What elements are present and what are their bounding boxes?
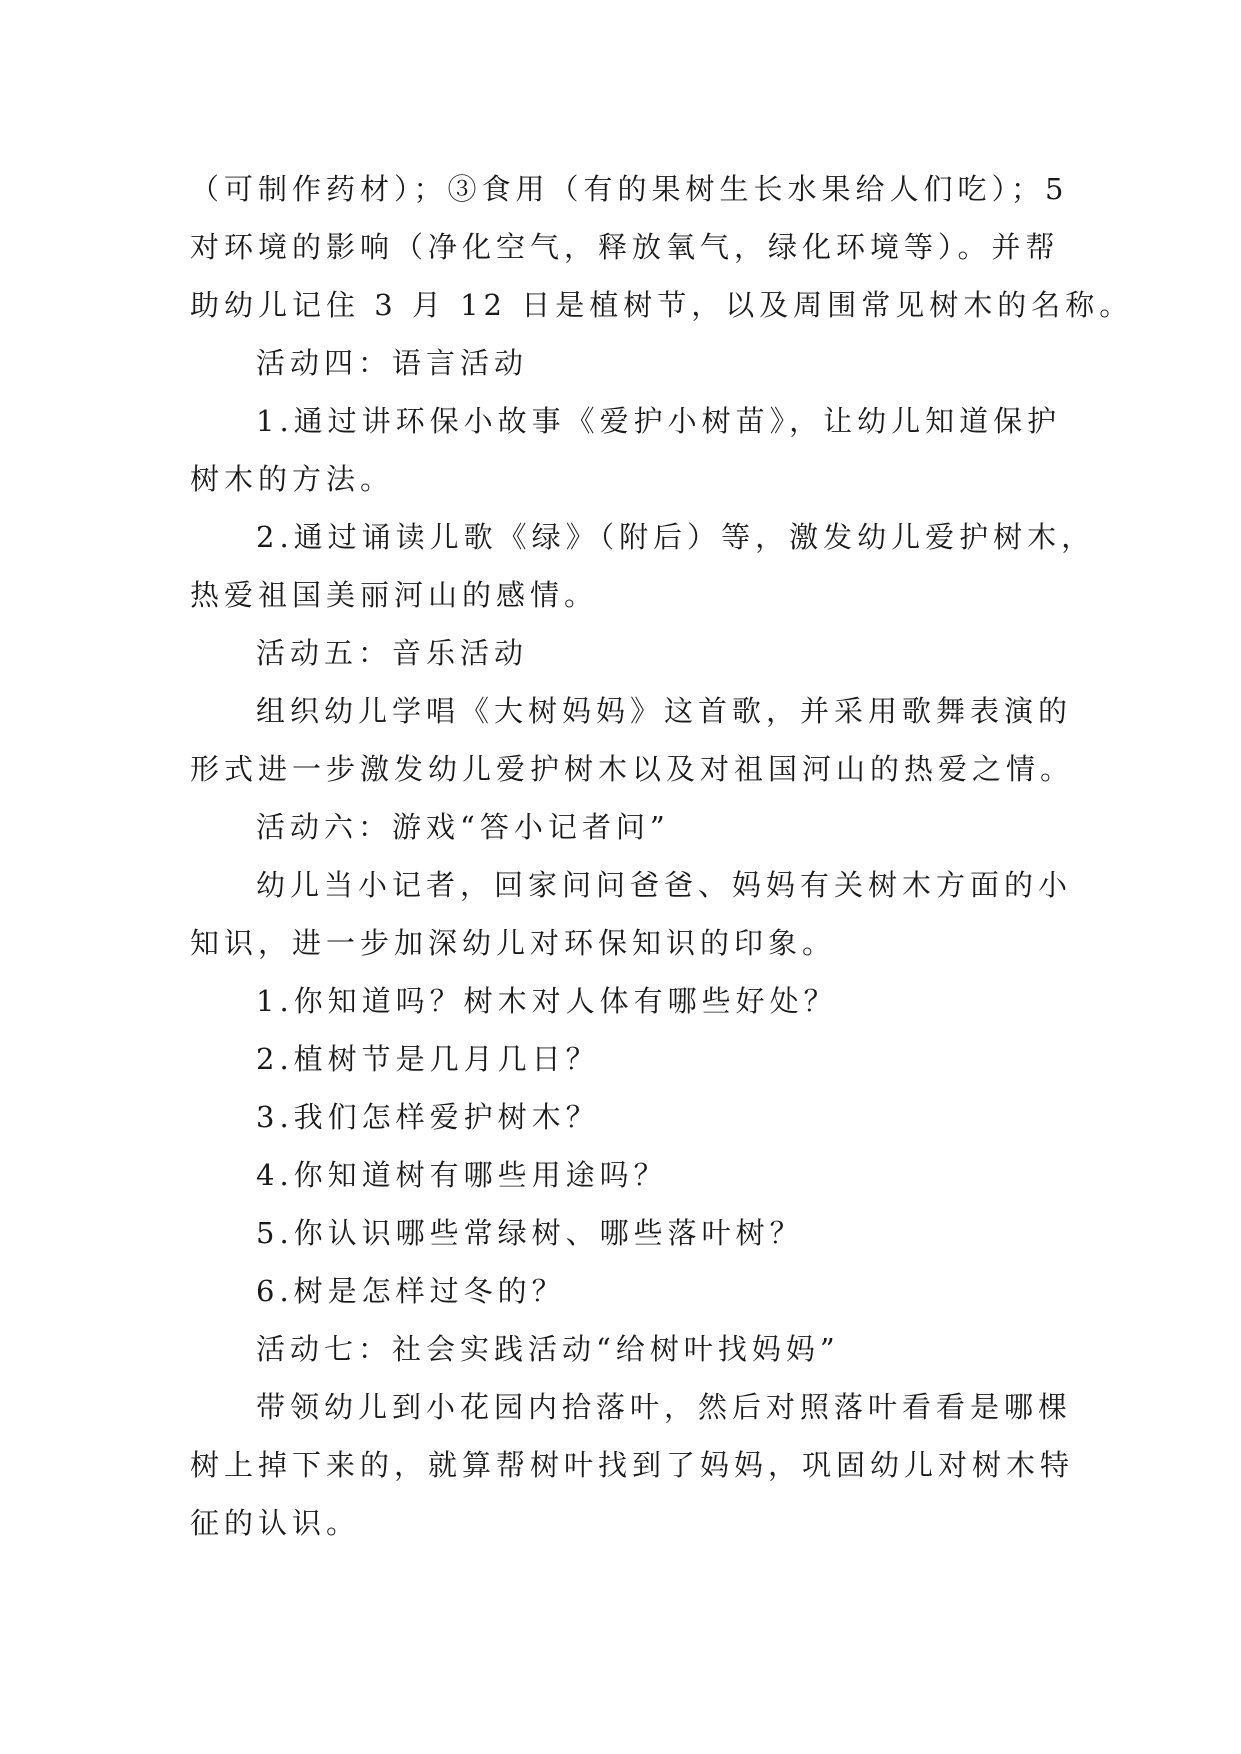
question-item: 3.我们怎样爱护树木？ (256, 1100, 600, 1134)
text-line: 助幼儿记住 3 月 12 日是植树节，以及周围常见树木的名称。 (190, 288, 1134, 322)
document-body (190, 160, 1134, 1552)
question-item: 4.你知道树有哪些用途吗？ (256, 1158, 668, 1192)
text-line: 带领幼儿到小花园内拾落叶，然后对照落叶看看是哪棵 (256, 1390, 1073, 1424)
question-item: 5.你认识哪些常绿树、哪些落叶树？ (256, 1216, 804, 1250)
text-line: 幼儿当小记者，回家问问爸爸、妈妈有关树木方面的小 (256, 868, 1073, 902)
text-line: 热爱祖国美丽河山的感情。 (190, 578, 599, 612)
question-item: 2.植树节是几月几日？ (256, 1042, 600, 1076)
text-line: 树木的方法。 (190, 462, 395, 496)
text-line: 知识，进一步加深幼儿对环保知识的印象。 (190, 926, 837, 960)
text-line: 树上掉下来的，就算帮树叶找到了妈妈，巩固幼儿对树木特 (190, 1448, 1075, 1482)
question-item: 6.树是怎样过冬的？ (256, 1274, 566, 1308)
section-heading-activity-6: 活动六：游戏“答小记者问” (256, 810, 670, 844)
text-line: 2.通过诵读儿歌《绿》（附后）等，激发幼儿爱护树木， (256, 520, 1096, 554)
text-line: 组织幼儿学唱《大树妈妈》这首歌，并采用歌舞表演的 (256, 694, 1073, 728)
section-heading-activity-5: 活动五：音乐活动 (256, 636, 529, 670)
question-item: 1.你知道吗？树木对人体有哪些好处？ (256, 984, 838, 1018)
section-heading-activity-7: 活动七：社会实践活动“给树叶找妈妈” (256, 1332, 840, 1366)
text-line: 征的认识。 (190, 1506, 361, 1540)
text-line: 1.通过讲环保小故事《爱护小树苗》，让幼儿知道保护 (256, 404, 1062, 438)
text-line: 对环境的影响（净化空气，释放氧气，绿化环境等）。并帮 (190, 230, 1060, 264)
text-line: （可制作药材）；③食用（有的果树生长水果给人们吃）；5 (190, 172, 1069, 206)
section-heading-activity-4: 活动四：语言活动 (256, 346, 529, 380)
text-line: 形式进一步激发幼儿爱护树木以及对祖国河山的热爱之情。 (190, 752, 1075, 786)
